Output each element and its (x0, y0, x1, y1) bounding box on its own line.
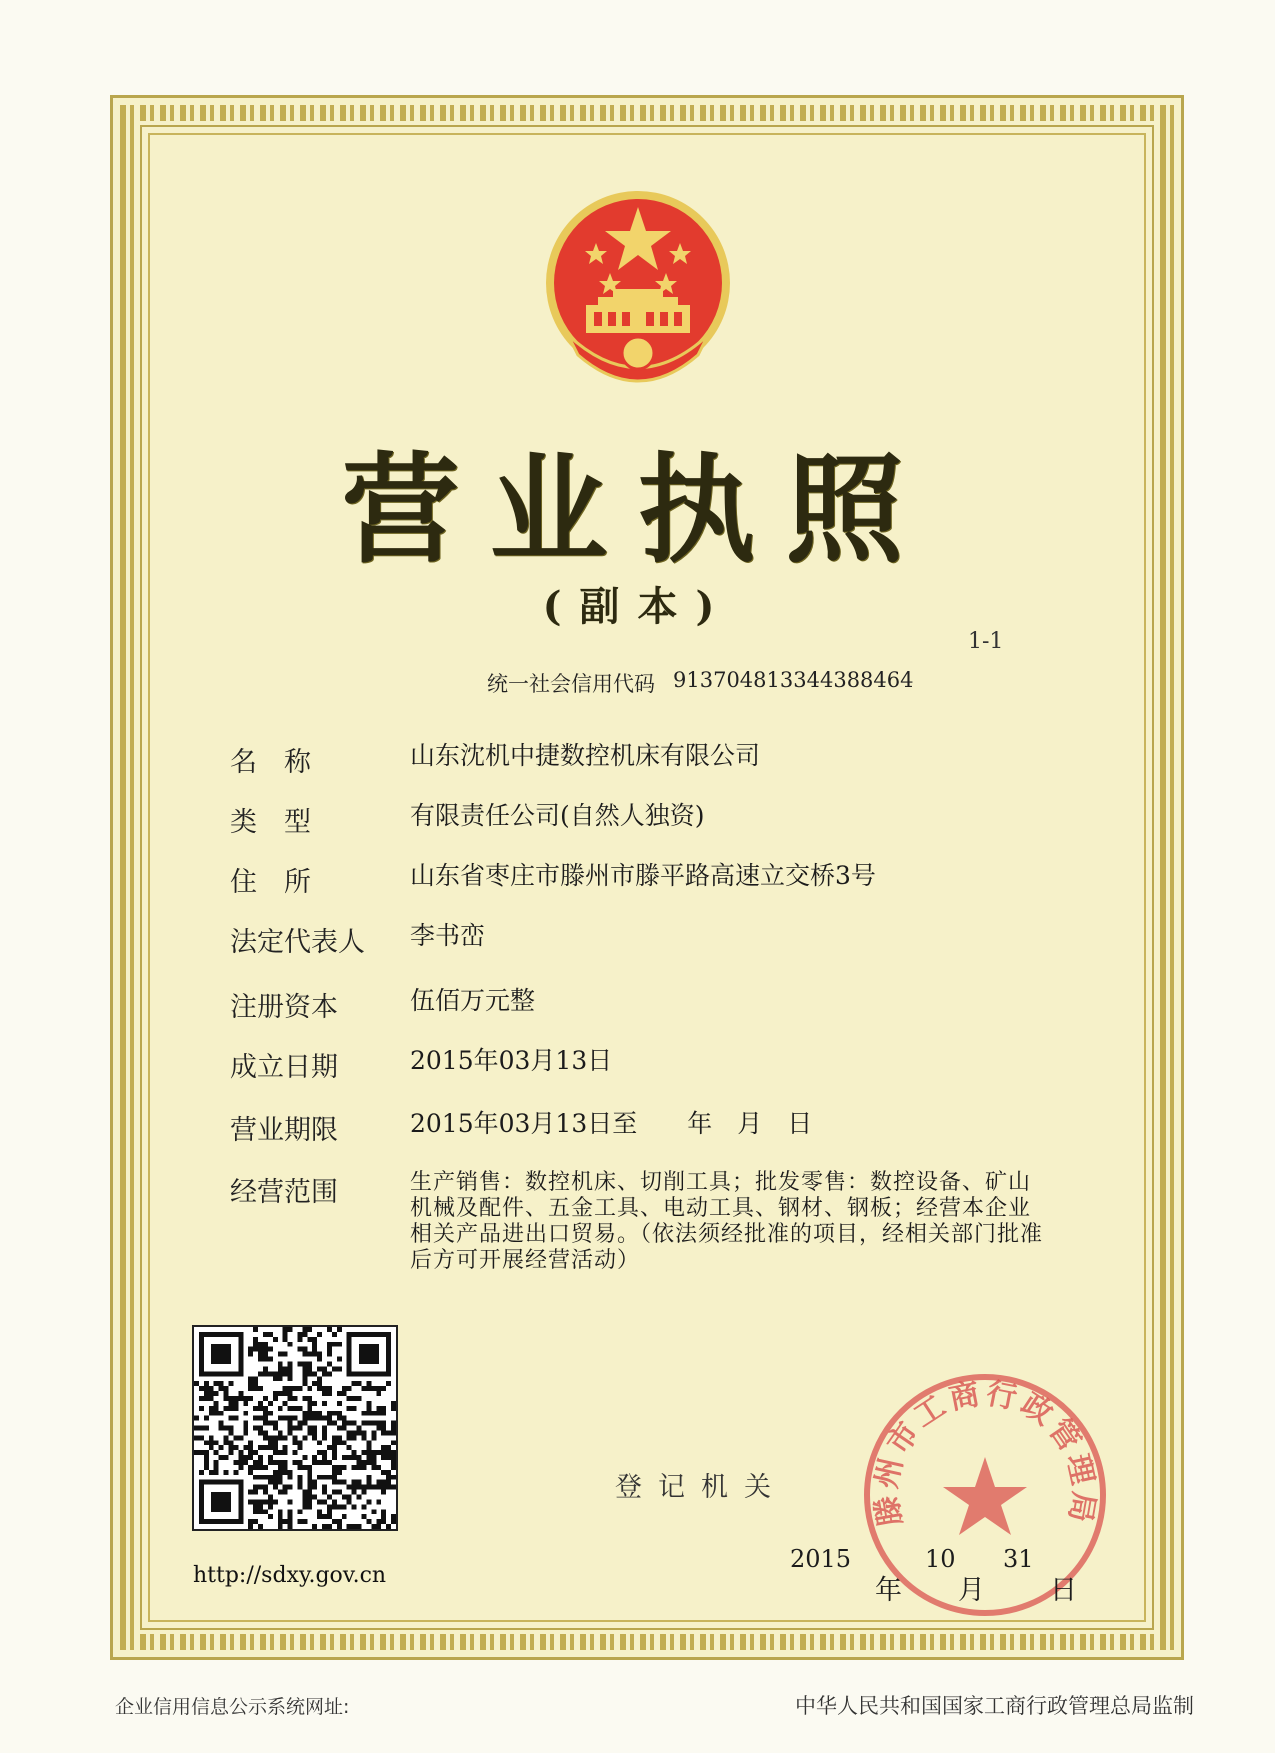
field-row-address (230, 860, 1060, 899)
day-unit: 日 (1050, 1575, 1077, 1606)
field-value: 伍佰万元整 (410, 986, 536, 1015)
field-label: 经营范围 (230, 1177, 338, 1208)
field-label: 法定代表人 (230, 927, 365, 958)
qr-code[interactable] (192, 1325, 398, 1531)
issue-year: 2015 (790, 1545, 852, 1573)
footer-supervisor: 中华人民共和国国家工商行政管理总局监制 (795, 1694, 1194, 1718)
document-subtitle: (副本) (542, 583, 733, 630)
qr-url: http://sdxy.gov.cn (193, 1563, 387, 1588)
field-value: 山东沈机中捷数控机床有限公司 (410, 741, 761, 770)
field-label: 注册资本 (230, 992, 338, 1023)
credit-code-value: 913704813344388464 (673, 668, 914, 692)
field-value: 生产销售：数控机床、切削工具；批发零售：数控设备、矿山机械及配件、五金工具、电动工具、钢材、钢板；经营本企业相关产品进出口贸易。（依法须经批准的项目，经相关部门批准后方可开展经营活动） (410, 1170, 1044, 1273)
field-label: 营业期限 (230, 1115, 338, 1146)
credit-code-label: 统一社会信用代码 (487, 672, 655, 696)
issue-month: 10 (925, 1545, 956, 1573)
national-emblem-icon (538, 185, 738, 395)
field-label: 名 称 (230, 747, 311, 778)
seal-text: 滕州市工商行政管理局 (868, 1376, 1102, 1529)
field-value: 有限责任公司(自然人独资) (410, 801, 705, 830)
field-value: 李书峦 (410, 921, 486, 950)
field-label: 住 所 (230, 867, 311, 898)
field-row-type (230, 800, 1060, 839)
field-label: 类 型 (230, 807, 311, 838)
copy-number: 1-1 (968, 629, 1004, 654)
footer-website-label: 企业信用信息公示系统网址: (115, 1696, 350, 1718)
field-row-term (230, 1108, 1060, 1147)
field-value: 2015年03月13日至 年 月 日 (410, 1109, 813, 1138)
year-unit: 年 (875, 1575, 902, 1606)
registration-authority-label: 登记机关 (615, 1472, 787, 1503)
document-title: 营业执照 (341, 440, 934, 579)
field-row-established (230, 1045, 1060, 1084)
field-row-scope (230, 1170, 1060, 1274)
field-value: 2015年03月13日 (410, 1046, 613, 1075)
issue-day: 31 (1003, 1545, 1034, 1573)
field-label: 成立日期 (230, 1052, 338, 1083)
month-unit: 月 (958, 1575, 985, 1606)
field-value: 山东省枣庄市滕州市滕平路高速立交桥3号 (410, 861, 876, 890)
field-row-name (230, 740, 1060, 779)
field-row-capital (230, 985, 1060, 1024)
field-row-legal-rep (230, 920, 1060, 959)
credit-code-line (487, 668, 914, 698)
